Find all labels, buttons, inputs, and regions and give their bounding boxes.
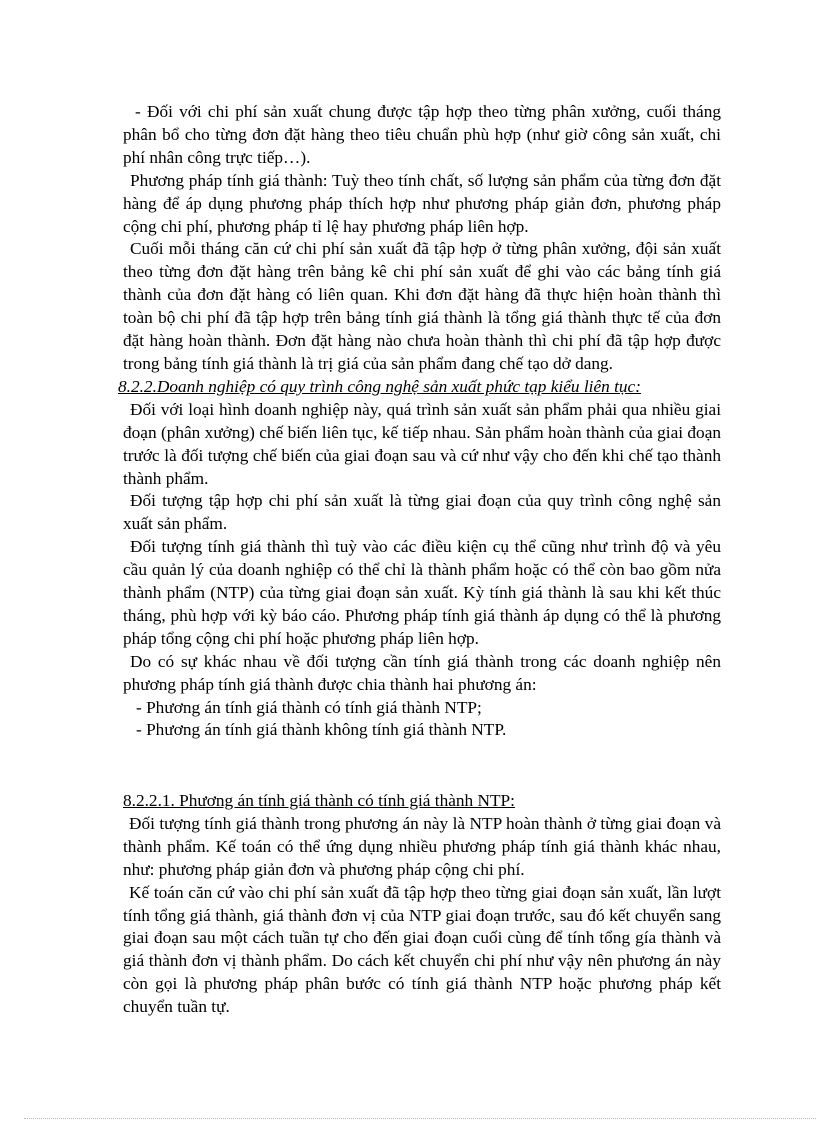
paragraph-costing-method: Phương pháp tính giá thành: Tuỳ theo tính chất, số lượng sản phẩm của từng đơn đặt hàng để áp dụng phương pháp thích hợp như phương pháp giản đơn, phương pháp cộng chi phí, phương pháp tỉ lệ hay phương pháp liên hợp.	[123, 170, 721, 236]
paragraph-sequential-transfer: Kế toán căn cứ vào chi phí sản xuất đã tập hợp theo từng giai đoạn sản xuất, lần lượt tính tổng giá thành, giá thành đơn vị của NTP giai đoạn trước, sau đó kết chuyển sang giai đoạn sau một cách tuần tự cho đến giai đoạn cuối cùng để tính tổng gía thành và giá thành đơn vị thành phẩm. Do cách kết chuyển chi phí như vậy nên phương án này còn gọi là phương pháp phân bước có tính giá thành NTP hoặc phương pháp kết chuyển tuần tự.	[123, 882, 721, 1017]
list-item: - Phương án tính giá thành không tính giá thành NTP.	[136, 720, 507, 740]
list-item: - Phương án tính giá thành có tính giá thành NTP;	[136, 697, 482, 717]
section-8-2-2-1	[123, 790, 721, 1019]
heading-8-2-2-1: 8.2.2.1. Phương án tính giá thành có tính giá thành NTP:	[123, 791, 515, 810]
paragraph-continuous-process: Đối với loại hình doanh nghiệp này, quá trình sản xuất sản phẩm phải qua nhiều giai đoạn (phân xưởng) chế biến liên tục, kế tiếp nhau. Sản phẩm hoàn thành của giai đoạn trước là đối tượng chế biến của giai đoạn sau và cứ như vậy cho đến khi chế tạo thành thành phẩm.	[123, 399, 721, 488]
section-8-2-1-continuation	[118, 101, 721, 742]
paragraph-two-options: Do có sự khác nhau về đối tượng cần tính giá thành trong các doanh nghiệp nên phương pháp tính giá thành được chia thành hai phương án:	[123, 651, 721, 694]
paragraph-ntp-object: Đối tượng tính giá thành trong phương án này là NTP hoàn thành ở từng giai đoạn và thành phẩm. Kế toán có thể ứng dụng nhiều phương pháp tính giá thành khác nhau, như: phương pháp giản đơn và phương pháp cộng chi phí.	[123, 813, 721, 879]
paragraph-costing-object: Đối tượng tính giá thành thì tuỳ vào các điều kiện cụ thể cũng như trình độ và yêu cầu quản lý của doanh nghiệp có thể chỉ là thành phẩm hoặc có thể còn bao gồm nửa thành phẩm (NTP) của từng giai đoạn sản xuất. Kỳ tính giá thành là sau khi kết thúc tháng, phù hợp với kỳ báo cáo. Phương pháp tính giá thành áp dụng có thể là phương pháp tổng cộng chi phí hoặc phương pháp liên hợp.	[123, 537, 721, 648]
page-footer-divider	[24, 1118, 816, 1119]
paragraph-cost-object: Đối tượng tập hợp chi phí sản xuất là từng giai đoạn của quy trình công nghệ sản xuất sản phẩm.	[123, 491, 721, 534]
paragraph-month-end: Cuối mỗi tháng căn cứ chi phí sản xuất đã tập hợp ở từng phân xưởng, đội sản xuất theo từng đơn đặt hàng trên bảng kê chi phí sản xuất để ghi vào các bảng tính giá thành của đơn đặt hàng có liên quan. Khi đơn đặt hàng đã thực hiện hoàn thành thì toàn bộ chi phí đã tập hợp trên bảng tính giá thành là tổng giá thành thực tế của đơn đặt hàng hoàn thành. Đơn đặt hàng nào chưa hoàn thành thì chi phí đã tập hợp được trong bảng tính giá thành là trị giá của sản phẩm đang chế tạo dở dang.	[123, 239, 721, 373]
heading-8-2-2: 8.2.2.Doanh nghiệp có quy trình công nghệ sản xuất phức tạp kiểu liên tục:	[118, 376, 641, 396]
paragraph-overhead-cost: - Đối với chi phí sản xuất chung được tập hợp theo từng phân xưởng, cuối tháng phân bổ cho từng đơn đặt hàng theo tiêu chuẩn phù hợp (như giờ công sản xuất, chi phí nhân công trực tiếp…).	[123, 102, 721, 167]
